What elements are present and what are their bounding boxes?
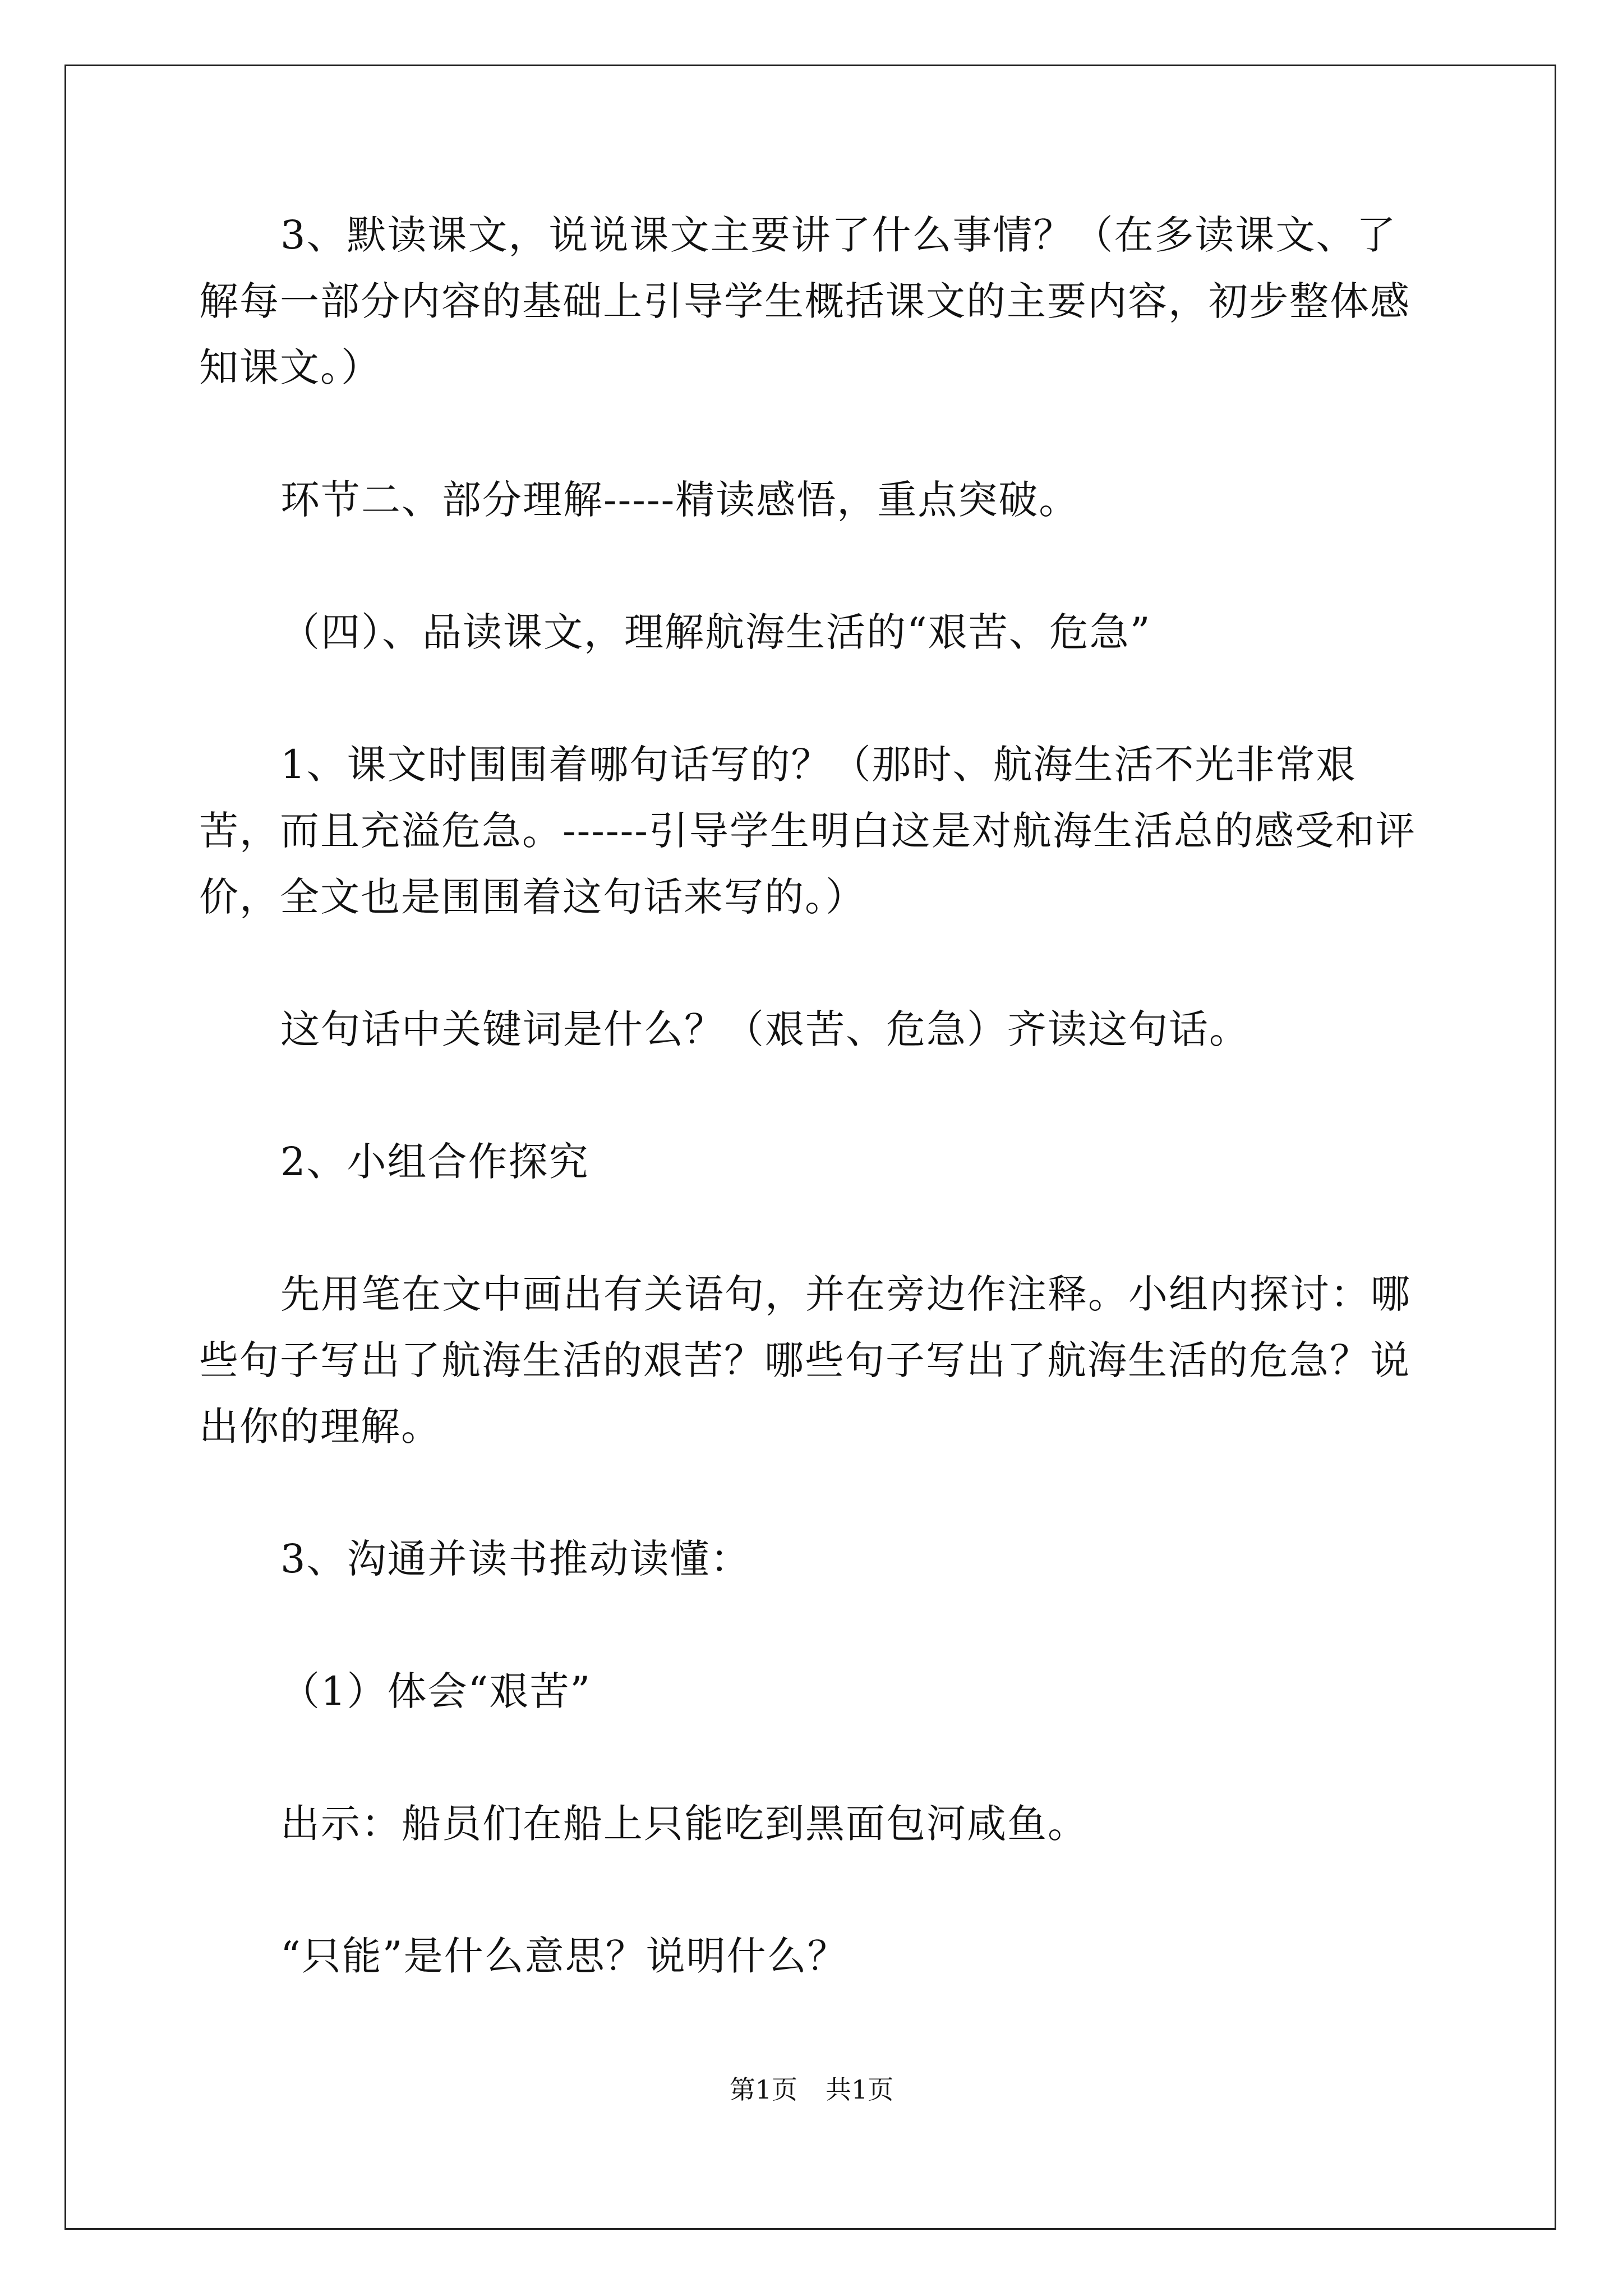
page-total: 共1页 [826,2074,894,2105]
paragraph-only-can-question: “只能”是什么意思？说明什么？ [280,1933,848,1979]
paragraph-key-sentence-question: 1、课文时围围着哪句话写的？（那时、航海生活不光非常艰苦，而且充溢危急。------引导学生明白这是对航海生活总的感受和评价，全文也是围围着这句话来写的。） [199,742,1416,920]
paragraph-communicate-read: 3、沟通并读书推动读懂： [280,1536,751,1582]
paragraph-summary-question: 3、默读课文，说说课文主要讲了什么事情？（在多读课文、了解每一部分内容的基础上引导学生概括课文的主要内容，初步整体感知课文。） [199,212,1410,390]
paragraph-section-two-heading: 环节二、部分理解-----精读感悟，重点突破。 [280,477,1080,523]
paragraph-show-sentence: 出示：船员们在船上只能吃到黑面包河咸鱼。 [280,1801,1088,1847]
paragraph-group-inquiry: 2、小组合作探究 [280,1139,589,1185]
page-footer [0,2073,1623,2106]
paragraph-experience-hardship: （1）体会“艰苦” [280,1668,592,1714]
paragraph-annotation-task: 先用笔在文中画出有关语句，并在旁边作注释。小组内探讨：哪些句子写出了航海生活的艰苦？哪些句子写出了航海生活的危急？说出你的理解。 [199,1271,1411,1450]
document-body [199,202,1433,1989]
page-number: 第1页 [729,2074,797,2105]
paragraph-keyword-question: 这句话中关键词是什么？（艰苦、危急）齐读这句话。 [280,1006,1249,1052]
paragraph-part-four-heading: （四）、品读课文，理解航海生活的“艰苦、危急” [280,609,1151,655]
